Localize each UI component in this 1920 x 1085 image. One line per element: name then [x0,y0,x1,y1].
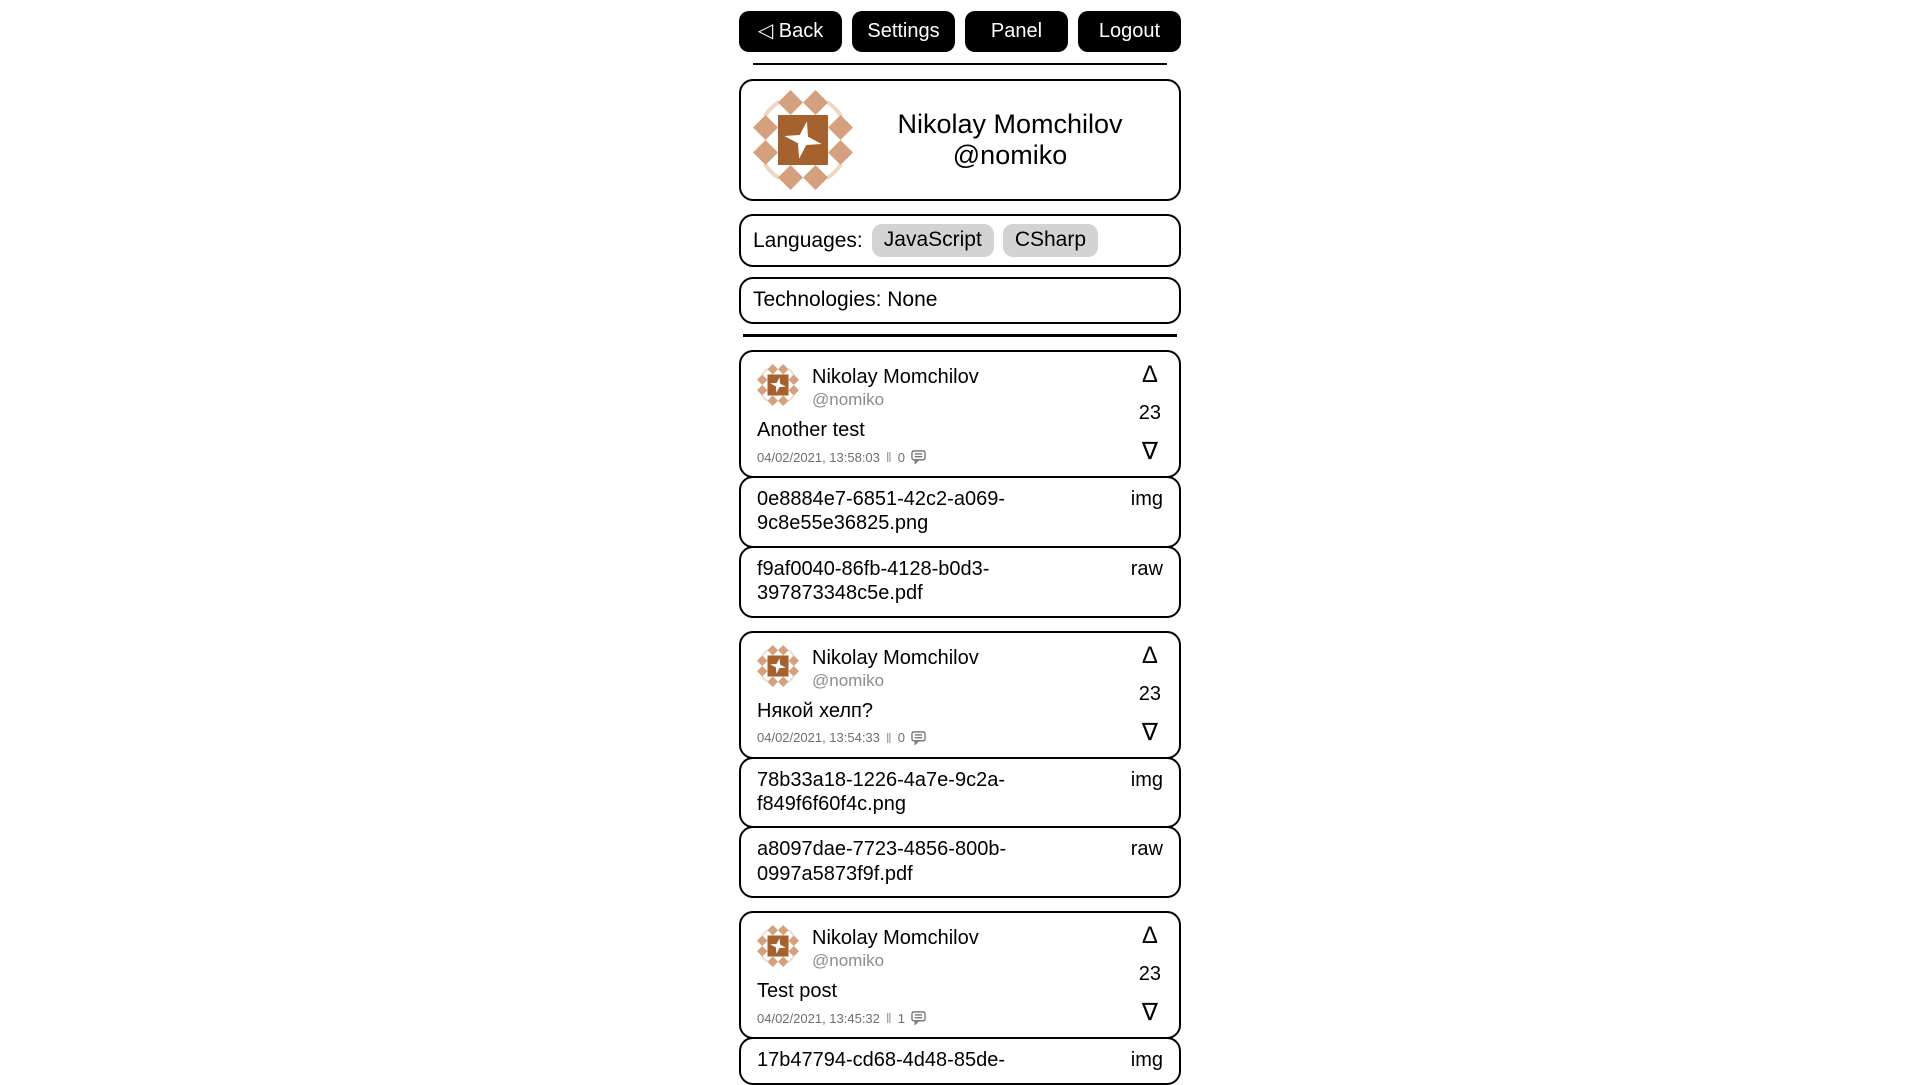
language-tag: CSharp [1003,224,1098,257]
profile-name: Nikolay Momchilov [897,109,1123,140]
vote-column [1139,924,1161,1025]
post-meta [757,730,1163,746]
post-title: Another test [757,419,865,441]
post-author-handle: @nomiko [812,390,885,409]
post-meta [757,1010,1163,1026]
back-button[interactable] [739,11,842,52]
profile-card [739,79,1181,201]
post-author-handle: @nomiko [812,951,885,971]
technologies-text: Technologies: None [753,288,938,311]
upvote-button[interactable]: Δ [1141,922,1158,950]
attachment-row[interactable] [739,757,1181,829]
profile-handle: @nomiko [952,140,1068,170]
vote-count: 23 [1138,682,1161,705]
post-card[interactable] [739,631,1181,759]
back-button-label: Back [778,20,824,42]
content-column [739,0,1181,1085]
attachment-row[interactable] [739,546,1181,618]
attachment-type: img [1130,488,1163,510]
back-icon: ◁ [757,20,774,42]
meta-separator: ‖ [885,1010,892,1027]
profile-avatar [753,90,853,190]
attachment-row[interactable] [739,476,1181,548]
post-author-name: Nikolay Momchilov [812,927,979,950]
upvote-button[interactable]: Δ [1141,641,1158,669]
downvote-button[interactable]: ∇ [1141,718,1158,746]
logout-button[interactable]: Logout [1078,11,1181,52]
vote-count: 23 [1138,402,1161,424]
post-author-name: Nikolay Momchilov [812,366,979,388]
downvote-button[interactable]: ∇ [1141,438,1158,465]
meta-separator: ‖ [885,449,892,465]
post-title: Някой хелп? [757,699,873,722]
profile-names [853,109,1167,171]
vote-column [1138,641,1161,746]
attachment-type: raw [1130,557,1163,580]
meta-separator: ‖ [885,729,892,746]
technologies-card [739,277,1181,324]
comment-icon [911,450,926,464]
divider [743,334,1177,337]
post-header [757,922,1163,971]
post-card[interactable] [739,911,1181,1039]
upvote-button[interactable]: Δ [1141,361,1158,388]
languages-card [739,214,1181,267]
post-author-name: Nikolay Momchilov [812,646,979,669]
comment-count: 0 [897,449,905,465]
post-title: Test post [757,980,838,1003]
comment-count: 1 [897,1010,905,1026]
attachment-type: img [1130,1049,1163,1072]
post-author-avatar [757,925,799,967]
post-author-avatar [757,645,799,687]
post-author-avatar [757,364,799,406]
post-group [739,911,1181,1084]
comment-icon [911,1011,926,1025]
post-card[interactable] [739,350,1181,478]
post-meta [757,449,1163,465]
attachment-type: raw [1130,838,1163,861]
vote-column [1139,363,1161,464]
divider [753,63,1167,65]
attachment-row[interactable] [739,826,1181,898]
comment-icon [911,731,926,745]
post-header [757,361,1163,410]
post-author-handle: @nomiko [812,670,885,690]
vote-count: 23 [1138,963,1161,986]
comment-count: 0 [897,730,905,746]
language-tag: JavaScript [872,224,994,257]
attachment-filename: f9af0040-86fb-4128-b0d3-397873348c5e.pdf [757,557,990,605]
post-timestamp: 04/02/2021, 13:58:03 [757,449,880,465]
attachment-filename: a8097dae-7723-4856-800b-0997a5873f9f.pdf [757,838,1007,885]
downvote-button[interactable]: ∇ [1141,999,1158,1027]
post-group [739,631,1181,899]
attachment-type: img [1130,768,1163,791]
post-timestamp: 04/02/2021, 13:45:32 [757,1010,880,1026]
attachment-filename: 17b47794-cd68-4d48-85de- [757,1049,1005,1072]
top-nav [739,11,1181,52]
post-timestamp: 04/02/2021, 13:54:33 [757,730,880,746]
attachment-filename: 78b33a18-1226-4a7e-9c2a-f849f6f60f4c.png [757,768,1005,815]
post-header [757,641,1163,691]
attachment-row[interactable] [739,1037,1181,1084]
attachment-filename: 0e8884e7-6851-42c2-a069-9c8e55e36825.png [757,488,1005,535]
languages-label: Languages: [753,228,863,252]
settings-button[interactable]: Settings [852,11,955,52]
post-group [739,350,1181,618]
panel-button[interactable]: Panel [965,11,1068,52]
